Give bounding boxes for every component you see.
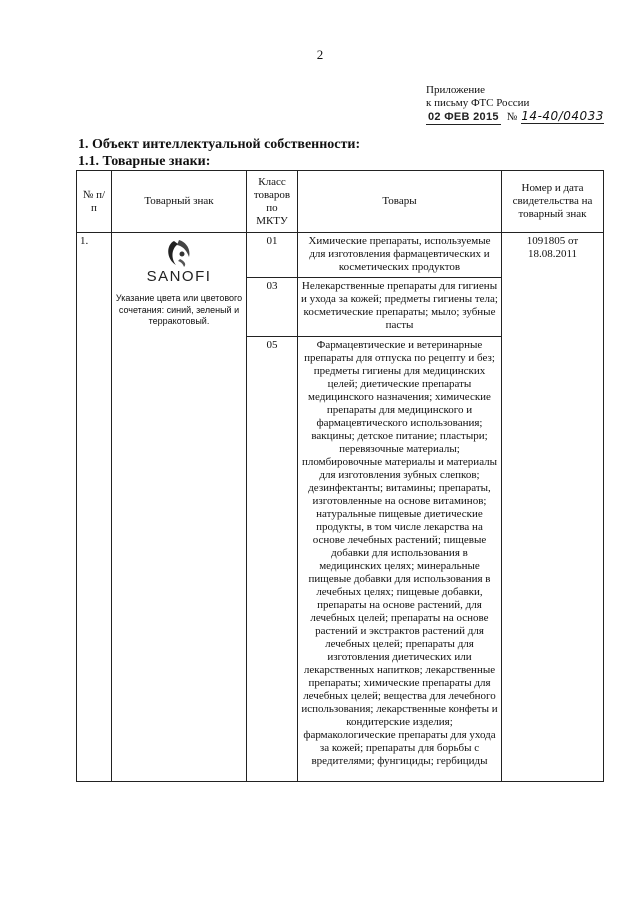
trademark-table bbox=[76, 170, 604, 782]
goods-cell: Нелекарственные препараты для гигиены и ухода за кожей; предметы гигиены тела; косметические препараты; мыло; зубные пасты bbox=[298, 278, 502, 337]
appendix-date-line bbox=[426, 110, 604, 125]
letter-date: 02 ФЕВ 2015 bbox=[428, 111, 499, 123]
header-mark: Товарный знак bbox=[112, 171, 247, 233]
section-heading: 1. Объект интеллектуальной собственности: bbox=[78, 137, 361, 152]
trademark-logo bbox=[115, 235, 243, 283]
certificate-cell: 1091805 от 18.08.2011 bbox=[502, 233, 604, 782]
table-row bbox=[77, 233, 604, 278]
subsection-heading: 1.1. Товарные знаки: bbox=[78, 154, 211, 169]
sanofi-bird-icon bbox=[160, 237, 198, 269]
header-cert: Номер и дата свидетельства на товарный знак bbox=[502, 171, 604, 233]
letter-number: 14-40/04033 bbox=[521, 109, 604, 123]
class-cell: 05 bbox=[247, 337, 298, 782]
logo-text: SANOFI bbox=[146, 268, 212, 285]
class-cell: 01 bbox=[247, 233, 298, 278]
class-cell: 03 bbox=[247, 278, 298, 337]
trademark-cell bbox=[112, 233, 247, 782]
appendix-line-1: Приложение bbox=[426, 84, 486, 96]
header-class: Класс товаров по МКТУ bbox=[247, 171, 298, 233]
appendix-stamp bbox=[426, 84, 604, 125]
appendix-line-2: к письму ФТС России bbox=[426, 96, 530, 109]
page-number: 2 bbox=[316, 47, 324, 62]
table-header-row bbox=[77, 171, 604, 233]
goods-cell: Химические препараты, используемые для изготовления фармацевтических и косметических продуктов bbox=[298, 233, 502, 278]
entry-number: 1. bbox=[77, 233, 112, 782]
header-goods: Товары bbox=[298, 171, 502, 233]
header-num: № п/п bbox=[77, 171, 112, 233]
letter-number-label: № bbox=[506, 111, 518, 123]
goods-cell: Фармацевтические и ветеринарные препараты для отпуска по рецепту и без; предметы гигиены для медицинских целей; диетические препараты медицинского назначения; химические препараты для медицинского и фармацевтического использования; вакцины; детское питание; пластыри; перевязочные материалы; пломбировочные материалы и материалы для изготовления зубных слепков; дезинфектанты; витамины; препараты, изготовленные на основе витаминов; натуральные пищевые диетические продукты, в том числе лекарства на основе лечебных растений; пищевые добавки для использования в медицинских целях; минеральные пищевые добавки для использования в лечебных целях; пищевые добавки, препараты на основе растений, для лечебных целей; препараты на основе растений и экстрактов растений для лечебных целей; препараты для изготовления диетических или лекарственных напитков; лекарственные препараты; химические препараты для лечебных целей; вещества для лечебного использования; лекарственные конфеты и кондитерские изделия; фармакологические препараты для ухода за кожей; препараты для борьбы с вредителями; фунгициды; гербициды bbox=[298, 337, 502, 782]
color-note: Указание цвета или цветового сочетания: синий, зеленый и терракотовый. bbox=[115, 293, 243, 326]
